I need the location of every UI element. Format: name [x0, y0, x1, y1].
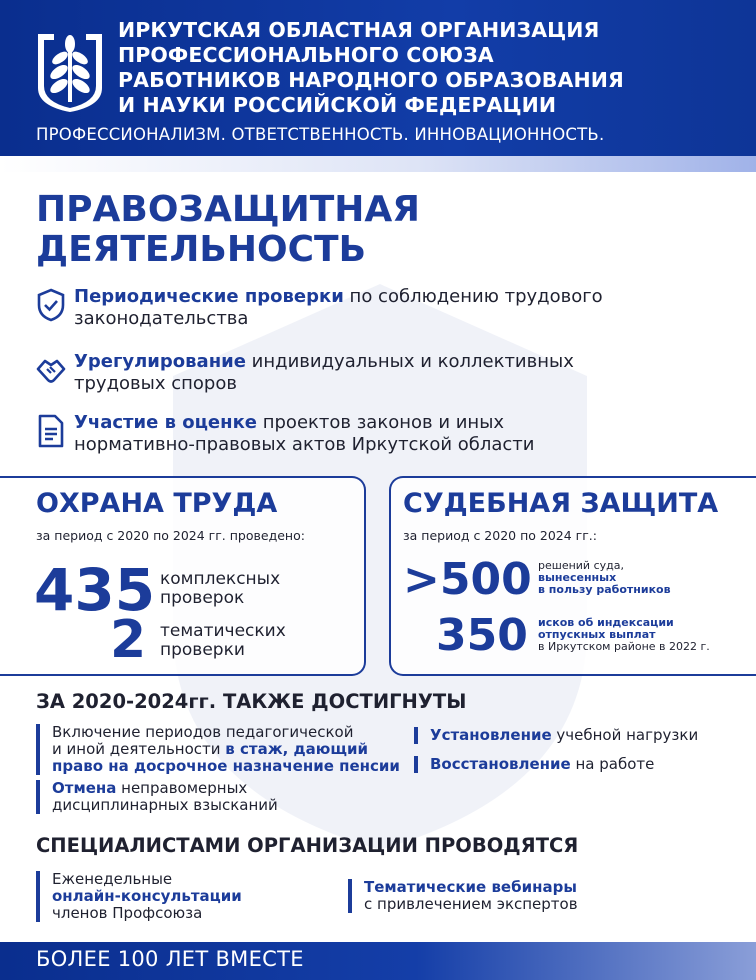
page-title-line: ПРАВОЗАЩИТНАЯ — [36, 189, 420, 230]
document-icon — [36, 414, 66, 448]
activity-highlight: Урегулирование — [74, 351, 246, 372]
header-banner — [0, 0, 756, 156]
specialist-item: Еженедельные онлайн-консультации членов Профсоюза — [36, 871, 242, 922]
achievement-item: Установление учебной нагрузки — [414, 727, 698, 744]
page-title-line: ДЕЯТЕЛЬНОСТЬ — [36, 229, 367, 270]
specialist-item: Тематические вебинары с привлечением экспертов — [348, 879, 578, 913]
stat-value: 435 — [34, 556, 156, 624]
shield-check-icon — [36, 288, 66, 322]
header-gradient-strip — [0, 156, 756, 172]
stat-label: исков об индексации отпускных выплат в Иркутском районе в 2022 г. — [538, 616, 710, 653]
achievement-item: Включение периодов педагогической и иной деятельности в стаж, дающий право на досрочное назначение пенсии — [36, 724, 400, 775]
organization-name — [118, 18, 624, 118]
activity-text-line2: трудовых споров — [74, 373, 237, 394]
page-title — [36, 190, 420, 270]
achievement-item: Восстановление на работе — [414, 756, 654, 773]
org-name-line: РАБОТНИКОВ НАРОДНОГО ОБРАЗОВАНИЯ — [118, 68, 624, 92]
motto: ПРОФЕССИОНАЛИЗМ. ОТВЕТСТВЕННОСТЬ. ИННОВАЦИОННОСТЬ. — [36, 125, 605, 144]
stat-label: комплексных проверок — [160, 569, 281, 608]
activity-text: по соблюдению трудового — [343, 286, 603, 307]
activity-highlight: Участие в оценке — [74, 412, 258, 433]
achievements-title: ЗА 2020-2024гг. ТАКЖЕ ДОСТИГНУТЫ — [36, 690, 467, 713]
activity-text: проектов законов и иных — [257, 412, 505, 433]
handshake-icon — [36, 353, 66, 387]
court-protection-title: СУДЕБНАЯ ЗАЩИТА — [403, 488, 719, 519]
stat-label: тематических проверки — [160, 621, 286, 660]
union-logo-icon — [34, 28, 106, 112]
stat-value: 350 — [436, 610, 528, 661]
labor-safety-subtitle: за период с 2020 по 2024 гг. проведено: — [36, 528, 305, 543]
activity-text-line2: законодательства — [74, 308, 249, 329]
specialists-title: СПЕЦИАЛИСТАМИ ОРГАНИЗАЦИИ ПРОВОДЯТСЯ — [36, 834, 579, 857]
court-protection-subtitle: за период с 2020 по 2024 гг.: — [403, 528, 597, 543]
labor-safety-title: ОХРАНА ТРУДА — [36, 488, 278, 519]
activity-highlight: Периодические проверки — [74, 286, 344, 307]
footer-banner — [0, 942, 756, 980]
activity-text-line2: нормативно-правовых актов Иркутской области — [74, 434, 535, 455]
stat-value: >500 — [403, 554, 532, 605]
achievement-item: Отмена неправомерных дисциплинарных взысканий — [36, 780, 278, 814]
labor-safety-box — [0, 476, 366, 676]
stat-label: решений суда, вынесенных в пользу работников — [538, 559, 671, 596]
stat-value: 2 — [110, 610, 147, 670]
org-name-line: ИРКУТСКАЯ ОБЛАСТНАЯ ОРГАНИЗАЦИЯ — [118, 18, 600, 42]
court-protection-box — [389, 476, 756, 676]
org-name-line: ПРОФЕССИОНАЛЬНОГО СОЮЗА — [118, 43, 494, 67]
org-name-line: И НАУКИ РОССИЙСКОЙ ФЕДЕРАЦИИ — [118, 93, 557, 117]
activity-text: индивидуальных и коллективных — [245, 351, 574, 372]
footer-slogan: БОЛЕЕ 100 ЛЕТ ВМЕСТЕ — [36, 947, 304, 971]
